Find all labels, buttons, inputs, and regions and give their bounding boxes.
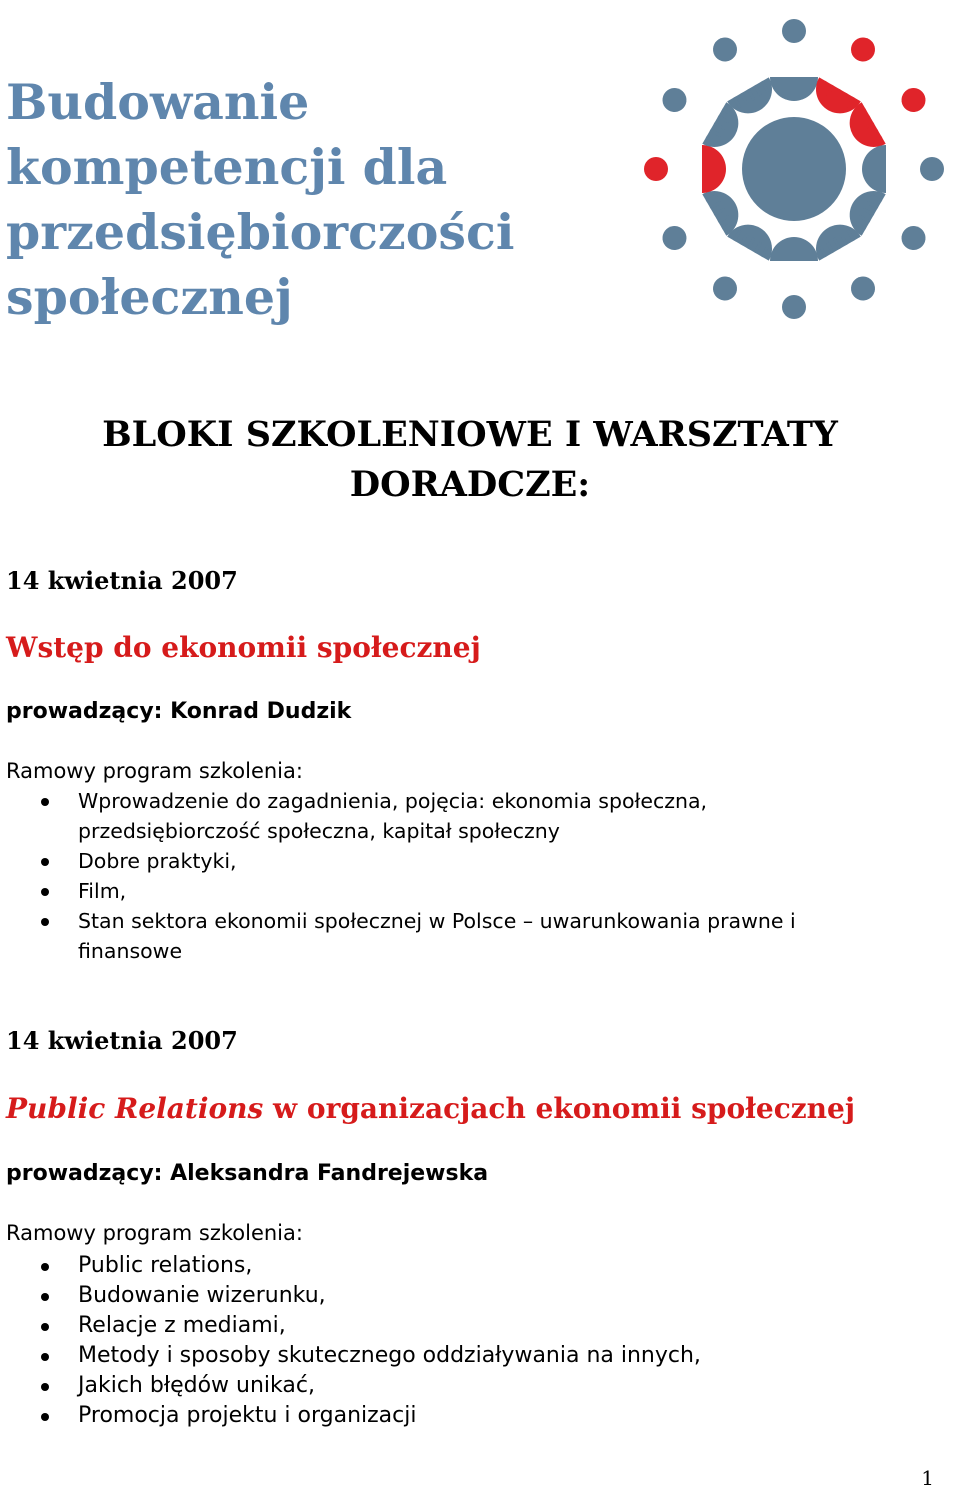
course-leader: prowadzący: Konrad Dudzik bbox=[6, 699, 352, 724]
title-line: Budowanie bbox=[6, 73, 310, 131]
person-figure bbox=[698, 27, 781, 122]
title-line: kompetencji dla bbox=[6, 138, 448, 196]
list-item: Promocja projektu i organizacji bbox=[0, 1401, 850, 1431]
person-figure bbox=[644, 145, 726, 193]
course-title: Wstęp do ekonomii społecznej bbox=[6, 631, 481, 664]
person-figure bbox=[807, 216, 890, 311]
list-item: Dobre praktyki, bbox=[0, 846, 850, 876]
person-figure bbox=[841, 73, 936, 156]
session-date: 14 kwietnia 2007 bbox=[6, 1026, 238, 1055]
list-item: Metody i sposoby skutecznego oddziaływania na innych, bbox=[0, 1341, 850, 1371]
list-item: Public relations, bbox=[0, 1251, 850, 1281]
session-date: 14 kwietnia 2007 bbox=[6, 566, 238, 595]
table-circle bbox=[742, 117, 846, 221]
program-intro: Ramowy program szkolenia: bbox=[6, 1221, 303, 1245]
list-item: Stan sektora ekonomii społecznej w Polsce – uwarunkowania prawne i finansowe bbox=[0, 906, 850, 966]
page-number: 1 bbox=[921, 1466, 934, 1490]
person-figure bbox=[698, 216, 781, 311]
person-figure bbox=[807, 27, 890, 122]
person-figure bbox=[652, 182, 747, 265]
person-figure bbox=[652, 73, 747, 156]
list-item: Wprowadzenie do zagadnienia, pojęcia: ekonomia społeczna, przedsiębiorczość społeczna, kapitał społeczny bbox=[0, 786, 850, 846]
person-figure bbox=[841, 182, 936, 265]
course-title bbox=[6, 1092, 855, 1125]
document-title bbox=[6, 70, 566, 330]
course-title-rest: w organizacjach ekonomii społecznej bbox=[263, 1092, 855, 1125]
list-item: Jakich błędów unikać, bbox=[0, 1371, 850, 1401]
list-item: Budowanie wizerunku, bbox=[0, 1281, 850, 1311]
course-title-italic: Public Relations bbox=[6, 1092, 264, 1125]
heading-line: BLOKI SZKOLENIOWE I WARSZTATY bbox=[102, 414, 838, 455]
person-figure bbox=[862, 145, 944, 193]
section-heading bbox=[0, 410, 940, 510]
person-figure bbox=[770, 19, 818, 101]
title-line: społecznej bbox=[6, 268, 293, 326]
program-intro: Ramowy program szkolenia: bbox=[6, 759, 303, 783]
title-line: przedsiębiorczości bbox=[6, 203, 515, 261]
list-item: Film, bbox=[0, 876, 850, 906]
heading-line: DORADCZE: bbox=[349, 464, 591, 505]
list-item: Relacje z mediami, bbox=[0, 1311, 850, 1341]
people-around-table-logo bbox=[622, 6, 960, 336]
program-list bbox=[0, 1251, 850, 1431]
program-list bbox=[0, 786, 850, 966]
person-figure bbox=[770, 237, 818, 319]
course-leader: prowadzący: Aleksandra Fandrejewska bbox=[6, 1161, 489, 1186]
